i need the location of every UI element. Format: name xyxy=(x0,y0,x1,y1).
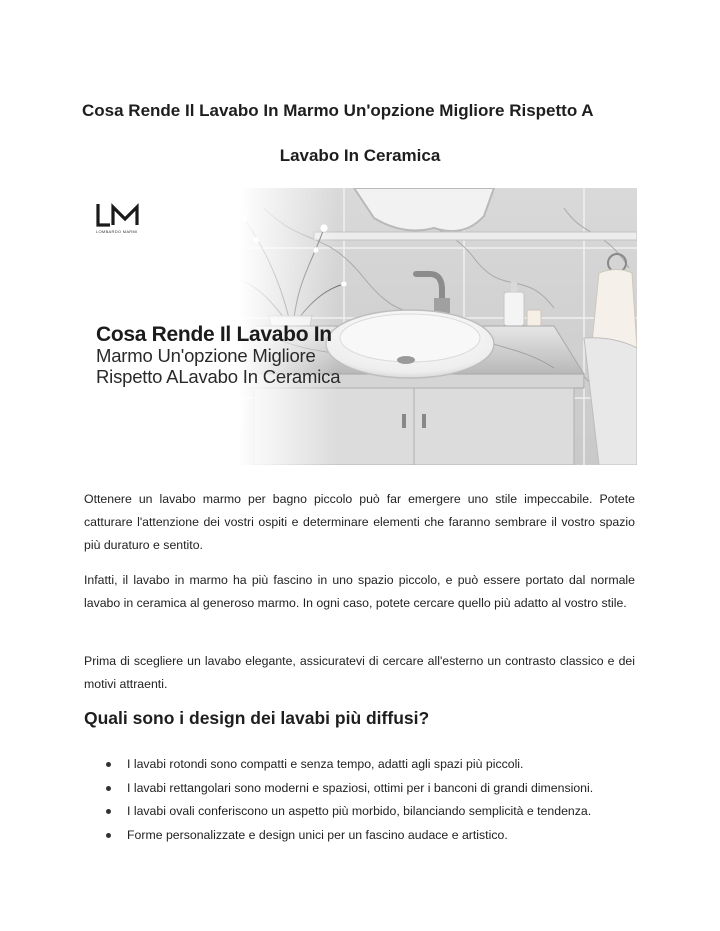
list-item xyxy=(84,800,664,824)
article-title-line-2: Lavabo In Ceramica xyxy=(279,146,441,165)
list-item xyxy=(84,753,664,777)
list-item-text: Forme personalizzate e design unici per un fascino audace e artistico. xyxy=(127,827,508,842)
list-item-text: I lavabi rotondi sono compatti e senza tempo, adatti agli spazi più piccoli. xyxy=(127,757,524,771)
body-paragraph-2: Infatti, il lavabo in marmo ha più fascino in uno spazio piccolo, e può essere portato dal normale lavabo in ceramica al generoso marmo. In ogni caso, potete cercare quello più adatto al vostro stile. xyxy=(84,573,635,610)
logo-subtitle: LOMBARDO MARMI xyxy=(96,229,138,234)
brand-logo xyxy=(96,202,140,234)
list-item xyxy=(84,777,664,801)
body-paragraph-3: Prima di scegliere un lavabo elegante, assicuratevi di cercare all'esterno un contrasto classico e dei motivi attraenti. xyxy=(84,654,635,691)
body-paragraph-1: Ottenere un lavabo marmo per bagno piccolo può far emergere uno stile impeccabile. Potete catturare l'attenzione dei vostri ospiti e determinare elementi che faranno sembrare il vostro spazio più duraturo e sentito. xyxy=(84,492,635,552)
list-item-text: I lavabi rettangolari sono moderni e spaziosi, ottimi per i banconi di grandi dimensioni. xyxy=(127,780,594,795)
design-bullet-list xyxy=(84,753,664,847)
lm-logo-icon xyxy=(96,202,140,228)
hero-overlay-line-2: Marmo Un'opzione Migliore xyxy=(96,345,316,366)
hero-image xyxy=(84,188,637,465)
bullet-icon xyxy=(106,833,111,838)
bullet-icon xyxy=(106,786,111,791)
list-item-text: I lavabi ovali conferiscono un aspetto più morbido, bilanciando semplicità e tendenza. xyxy=(127,804,592,818)
logo-mark: LM xyxy=(96,202,98,203)
bullet-icon xyxy=(106,809,111,814)
bullet-icon xyxy=(106,762,111,767)
hero-overlay-line-1: Cosa Rende Il Lavabo In xyxy=(96,323,332,346)
section-heading: Quali sono i design dei lavabi più diffusi? xyxy=(84,708,430,728)
article-title-line-1: Cosa Rende Il Lavabo In Marmo Un'opzione Migliore Rispetto A xyxy=(82,101,594,120)
hero-overlay-line-3: Rispetto ALavabo In Ceramica xyxy=(96,366,341,387)
list-item xyxy=(84,824,664,848)
hero-overlay-text xyxy=(96,324,340,387)
